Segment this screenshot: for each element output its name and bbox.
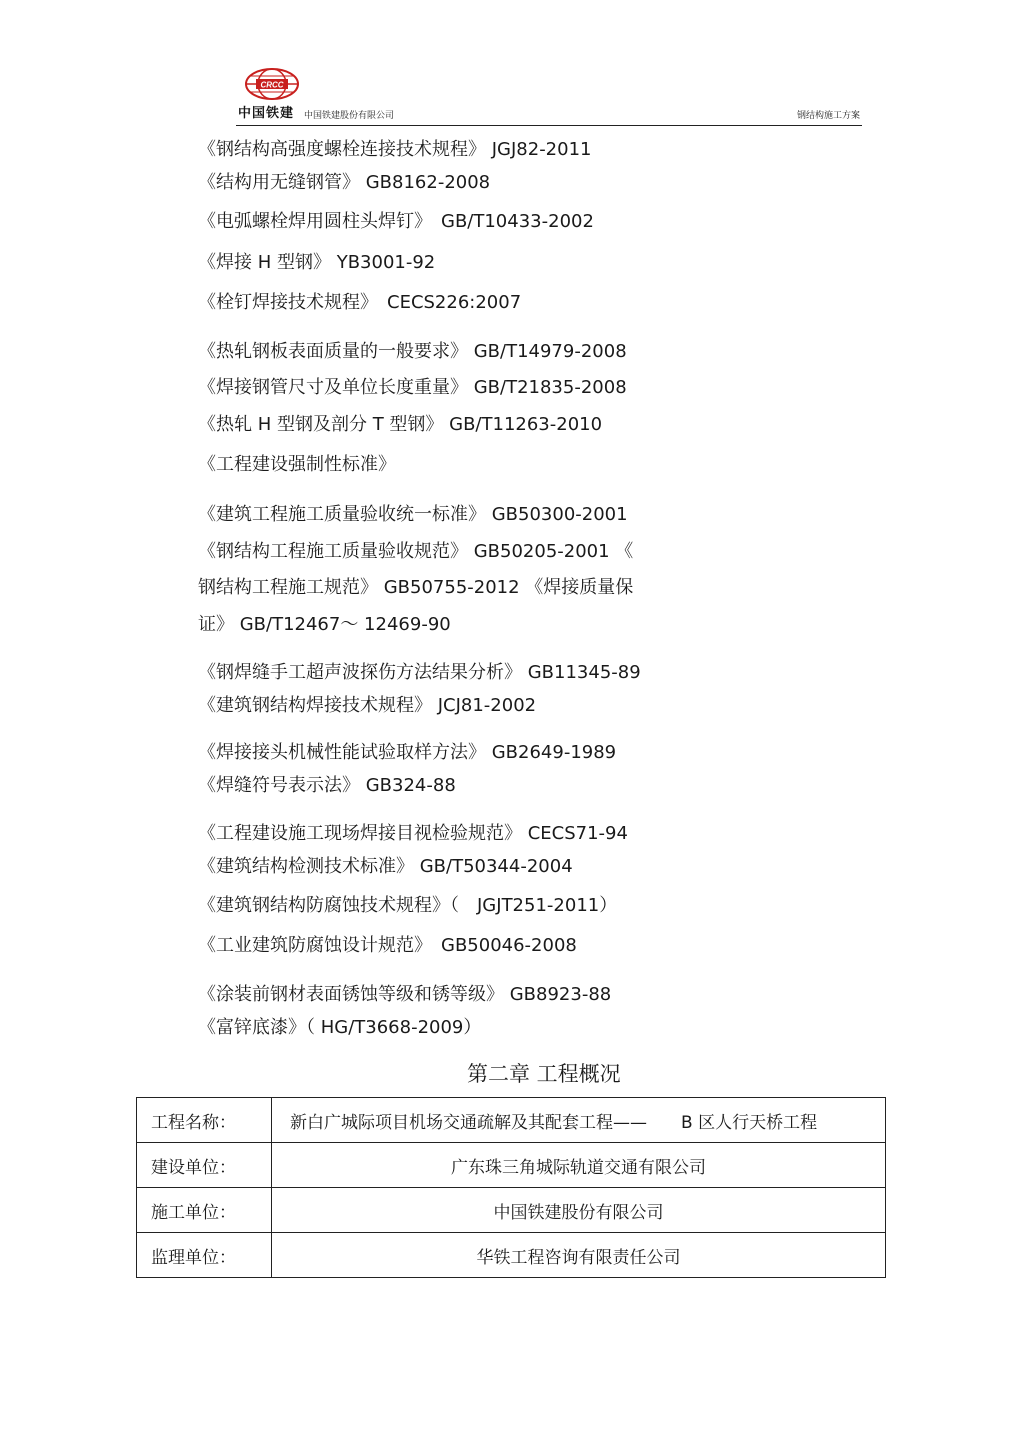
table-row [137,1188,886,1233]
standard-line: 《工业建筑防腐蚀设计规范》 GB50046-2008 [198,935,577,956]
standard-line: 《热轧钢板表面质量的一般要求》 GB/T14979-2008 [198,341,627,362]
standard-line: 《工程建设强制性标准》 [198,454,396,475]
standard-line: 《结构用无缝钢管》 GB8162-2008 [198,172,491,193]
standard-line: 《工程建设施工现场焊接目视检验规范》 CECS71-94 [198,823,628,844]
table-row [137,1233,886,1278]
row-label: 工程名称： [137,1098,272,1143]
standard-line: 《富锌底漆》（ HG/T3668-2009） [198,1017,482,1038]
table-row [137,1098,886,1143]
row-value: 中国铁建股份有限公司 [272,1188,886,1233]
row-value: 广东珠三角城际轨道交通有限公司 [272,1143,886,1188]
standard-line: 《建筑钢结构防腐蚀技术规程》（ JGJT251-2011） [198,895,618,916]
document-title: 钢结构施工方案 [796,111,860,121]
company-name: 中国铁建股份有限公司 [304,111,395,121]
chapter-title: 第二章 工程概况 [467,1062,621,1086]
standard-line: 《栓钉焊接技术规程》 CECS226:2007 [198,292,522,313]
standard-line: 《建筑工程施工质量验收统一标准》 GB50300-2001 [198,504,628,525]
standard-line: 《钢结构工程施工质量验收规范》 GB50205-2001 《 [198,541,634,562]
row-label: 施工单位： [137,1188,272,1233]
row-label: 建设单位： [137,1143,272,1188]
svg-text:CRCC: CRCC [260,80,284,90]
row-value: 新白广城际项目机场交通疏解及其配套工程—— B 区人行天桥工程 [272,1098,886,1143]
row-value: 华铁工程咨询有限责任公司 [272,1233,886,1278]
table-row [137,1143,886,1188]
page-header [236,66,862,128]
logo-text: 中国铁建 [238,106,295,121]
standard-line: 钢结构工程施工规范》 GB50755-2012 《焊接质量保 [198,577,634,598]
standard-line: 《焊接钢管尺寸及单位长度重量》 GB/T21835-2008 [198,377,627,398]
standard-line: 《焊缝符号表示法》 GB324-88 [198,775,456,796]
standard-line: 证》 GB/T12467～ 12469-90 [198,614,451,635]
standard-line: 《钢焊缝手工超声波探伤方法结果分析》 GB11345-89 [198,662,641,683]
standard-line: 《钢结构高强度螺栓连接技术规程》 JGJ82-2011 [198,139,592,160]
standard-line: 《电弧螺栓焊用圆柱头焊钉》 GB/T10433-2002 [198,211,594,232]
standard-line: 《焊接接头机械性能试验取样方法》 GB2649-1989 [198,742,617,763]
standard-line: 《焊接 H 型钢》 YB3001-92 [198,252,436,273]
header-divider [236,125,862,126]
standard-line: 《热轧 H 型钢及剖分 T 型钢》 GB/T11263-2010 [198,414,603,435]
standard-line: 《建筑钢结构焊接技术规程》 JCJ81-2002 [198,695,537,716]
project-overview-table [136,1097,886,1278]
standard-line: 《建筑结构检测技术标准》 GB/T50344-2004 [198,856,573,877]
crcc-logo-icon [242,66,302,102]
standard-line: 《涂装前钢材表面锈蚀等级和锈等级》 GB8923-88 [198,984,612,1005]
row-label: 监理单位： [137,1233,272,1278]
